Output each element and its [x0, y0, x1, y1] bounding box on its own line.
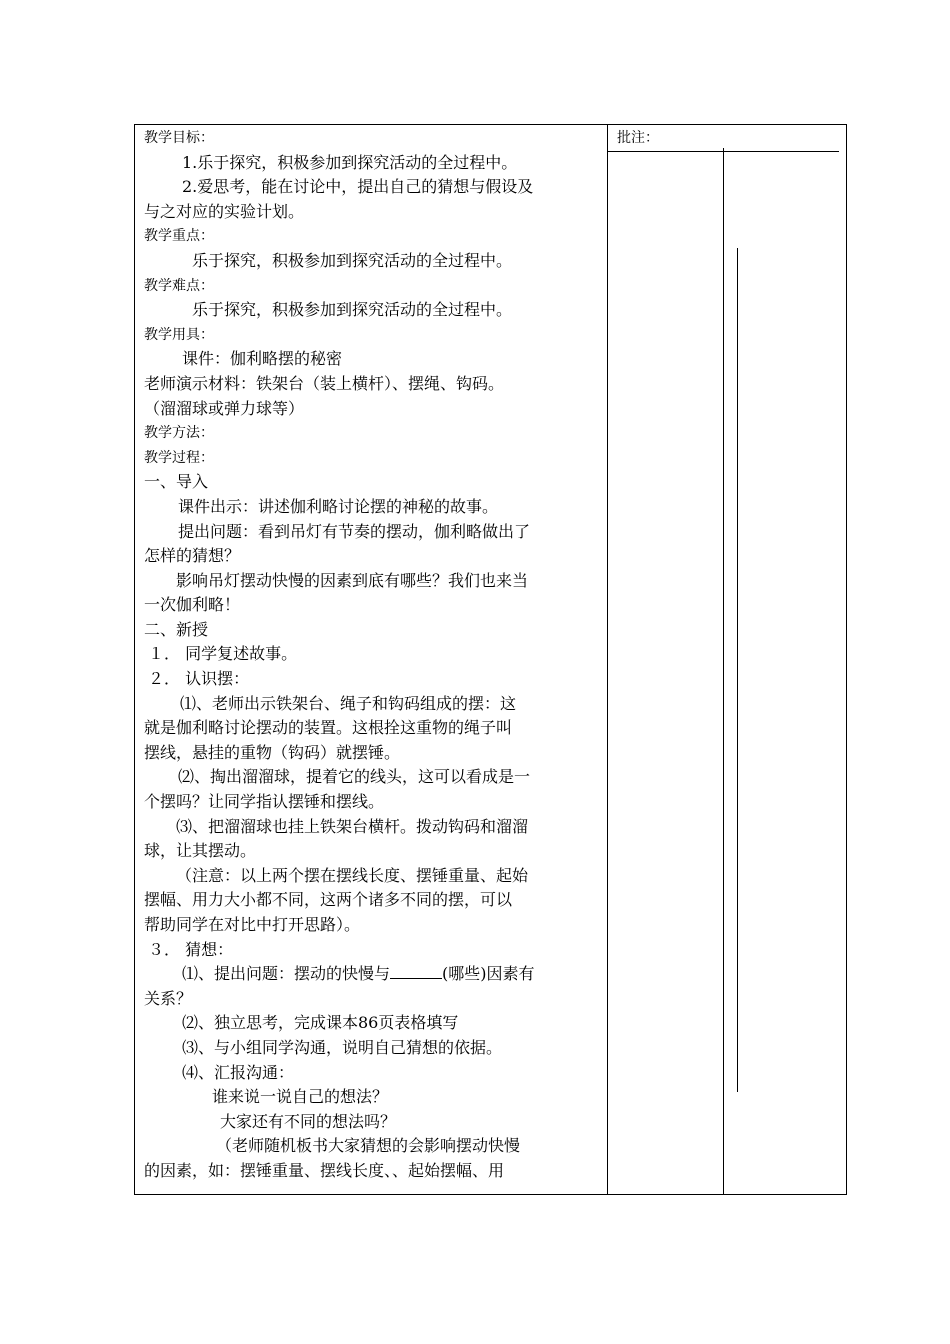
content-line: 谁来说一说自己的想法？ [212, 1087, 389, 1107]
content-line: 怎样的猜想？ [144, 546, 241, 566]
content-line: 课件：伽利略摆的秘密 [182, 349, 343, 369]
content-line: （溜溜球或弹力球等） [144, 398, 305, 418]
content-line: 教学目标： [144, 130, 214, 146]
content-line: 教学难点： [144, 277, 214, 294]
content-line: 1.乐于探究，积极参加到探究活动的全过程中。 [182, 152, 518, 172]
content-line: 摆幅、用力大小都不同，这两个诸多不同的摆，可以 [144, 890, 513, 910]
content-line: 老师演示材料：铁架台（装上横杆）、摆绳、钩码。 [144, 373, 505, 393]
notes-rule-vertical-2 [737, 248, 738, 1092]
content-line: ⑴、老师出示铁架台、绳子和钩码组成的摆：这 [180, 693, 517, 713]
content-line: 摆线，悬挂的重物（钩码）就摆锤。 [144, 742, 401, 762]
content-line [144, 962, 604, 987]
content-line: ⑶、与小组同学沟通，说明自己猜想的依据。 [182, 1037, 503, 1057]
content-line: 2.爱思考，能在讨论中，提出自己的猜想与假设及 [182, 177, 534, 197]
content-line-text: ⑴、提出问题：摆动的快慢与 [182, 964, 391, 984]
content-line: 一次伽利略！ [144, 595, 241, 615]
content-line: ⑵、掏出溜溜球，提着它的线头，这可以看成是一 [178, 767, 531, 787]
content-line: 球，让其摆动。 [144, 841, 257, 861]
content-line: ⑵、独立思考，完成课本86页表格填写 [182, 1013, 459, 1033]
notes-rule-vertical-1 [723, 148, 724, 1195]
lesson-content [144, 126, 604, 1184]
content-line: 关系？ [144, 988, 193, 1008]
content-line: 帮助同学在对比中打开思路）。 [144, 915, 361, 934]
fill-blank [390, 962, 442, 979]
content-line: 教学重点： [144, 228, 214, 245]
notes-label: 批注： [617, 130, 659, 146]
content-line: 乐于探究，积极参加到探究活动的全过程中。 [192, 250, 513, 270]
content-line: ２． 认识摆： [148, 669, 250, 689]
content-line: 个摆吗？让同学指认摆锤和摆线。 [144, 792, 385, 812]
content-line: 影响吊灯摆动快慢的因素到底有哪些？我们也来当 [176, 570, 529, 590]
content-line: 乐于探究，积极参加到探究活动的全过程中。 [192, 300, 513, 320]
content-line: ⑷、汇报沟通： [182, 1062, 295, 1082]
content-line-text: (哪些)因素有 [442, 964, 535, 984]
content-line: 提出问题：看到吊灯有节奏的摆动，伽利略做出了 [178, 521, 531, 541]
content-line: １． 同学复述故事。 [148, 644, 298, 664]
content-line: 二、新授 [144, 619, 209, 639]
content-line: ３． 猜想： [148, 939, 234, 959]
content-line: 与之对应的实验计划。 [144, 201, 305, 221]
content-line: 就是伽利略讨论摆动的装置。这根拴这重物的绳子叫 [144, 718, 513, 738]
content-line: 的因素，如：摆锤重量、摆线长度、、起始摆幅、用 [144, 1160, 505, 1180]
content-line: ⑶、把溜溜球也挂上铁架台横杆。拨动钩码和溜溜 [176, 816, 529, 836]
content-line: 教学方法： [144, 425, 214, 442]
content-line: 教学用具： [144, 326, 214, 343]
content-line: （老师随机板书大家猜想的会影响摆动快慢 [216, 1136, 521, 1156]
content-line: 教学过程： [144, 449, 214, 466]
content-line: 课件出示：讲述伽利略讨论摆的神秘的故事。 [178, 496, 499, 516]
content-line: 大家还有不同的想法吗？ [220, 1111, 397, 1131]
content-line: （注意：以上两个摆在摆线长度、摆锤重量、起始 [176, 865, 529, 885]
content-line: 一、导入 [144, 472, 209, 492]
column-divider [607, 124, 608, 1195]
